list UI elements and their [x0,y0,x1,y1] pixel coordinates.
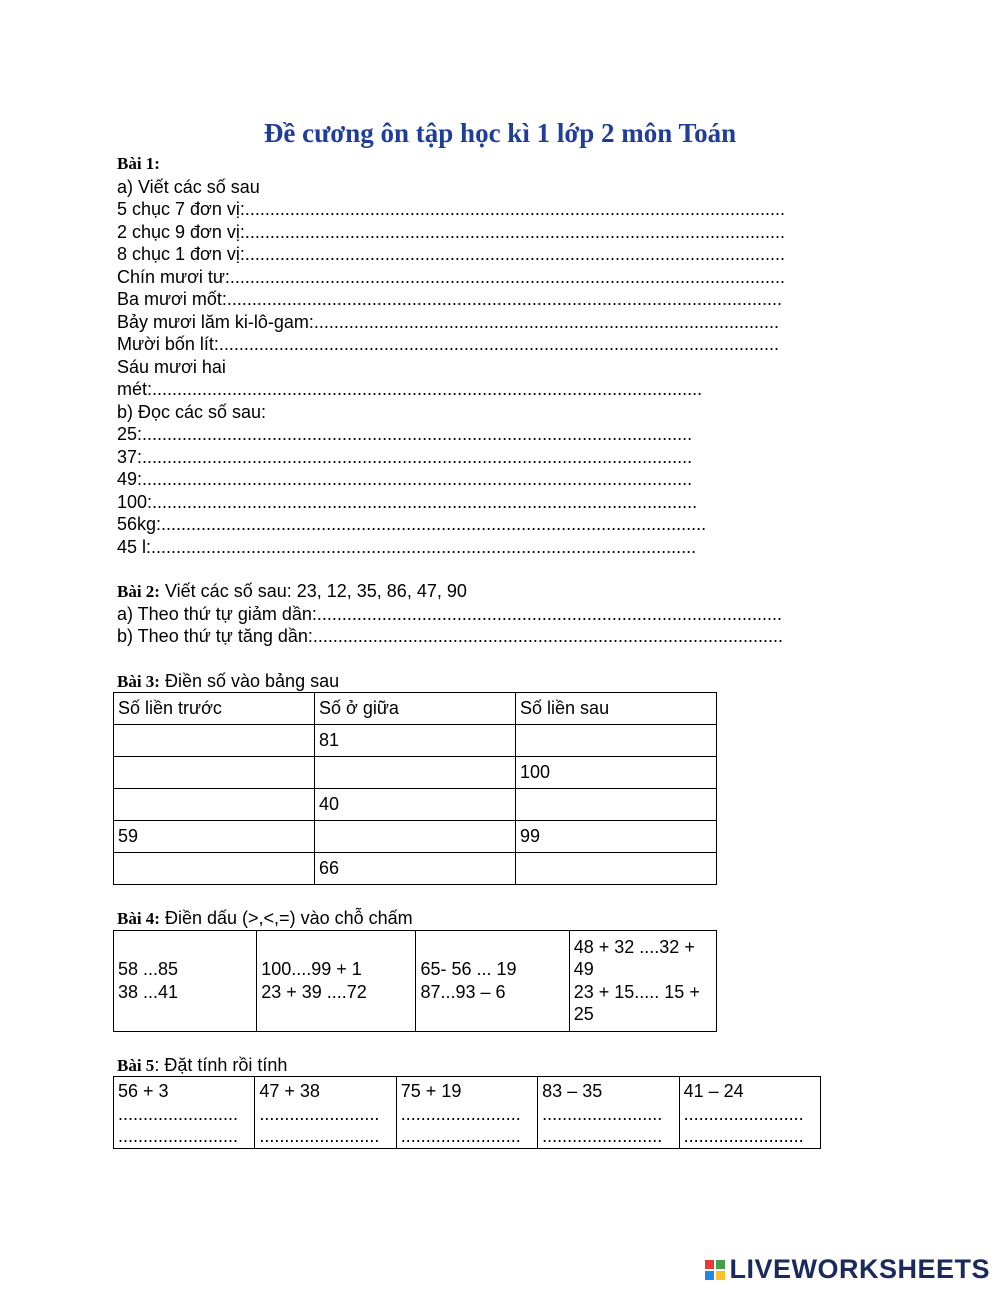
bai3-table [113,692,717,885]
table-cell: 99 [516,821,717,853]
table-cell[interactable] [114,725,315,757]
bai1-part-a: a) Viết các số sau [117,176,260,197]
table-cell: 40 [315,789,516,821]
calc-answer-line[interactable]: ........................ [118,1126,239,1146]
table-cell[interactable] [516,725,717,757]
bai2-prompt: Viết các số sau: 23, 12, 35, 86, 47, 90 [159,581,467,601]
table-cell[interactable] [516,853,717,885]
table-row [114,725,717,757]
calc-answer-line[interactable]: ........................ [542,1126,663,1146]
calc-answer-line[interactable]: ........................ [259,1126,380,1146]
page-title: Đề cương ôn tập học kì 1 lớp 2 môn Toán [263,118,737,148]
header-cell: Số ở giữa [315,693,516,725]
table-row [114,821,717,853]
bai2-heading-line [117,580,877,603]
bai4-table [113,930,717,1032]
bai5-heading-line [117,1054,877,1077]
table-cell[interactable] [114,757,315,789]
bai4-heading: Bài 4: [117,909,160,928]
calc-expression: 75 + 19 [400,1081,462,1101]
calc-answer-line[interactable]: ........................ [400,1103,521,1124]
compare-item: 25 [573,1004,594,1024]
compare-item: 100....99 + 1 [261,959,362,979]
calc-answer-line[interactable]: ........................ [542,1103,663,1124]
bai1-b-line[interactable]: 45 l:............................................................................................................. [117,536,697,557]
calc-answer-line[interactable]: ........................ [259,1103,380,1124]
compare-cell[interactable] [416,930,569,1031]
bai1-a-line[interactable]: Mười bốn lít:................................................................................................................ [117,334,779,354]
bai1-a-line: Sáu mươi hai [117,356,226,377]
calc-answer-line[interactable]: ........................ [400,1126,521,1146]
calc-expression: 47 + 38 [259,1081,320,1101]
bai3-prompt: Điền số vào bảng sau [159,670,340,691]
table-cell[interactable] [315,757,516,789]
bai1-a-line[interactable]: 2 chục 9 đơn vị:............................................................................................................ [117,221,785,242]
bai1-a-line[interactable]: 8 chục 1 đơn vị:............................................................................................................ [117,244,785,264]
calc-expression: 41 – 24 [683,1081,744,1101]
bai1-a-line[interactable]: mét:.............................................................................................................. [117,379,703,399]
table-row [114,789,717,821]
compare-item: 23 + 15..... 15 + [573,981,700,1002]
bai1-heading: Bài 1: [117,154,160,173]
table-cell: 66 [315,853,516,885]
bai2-line[interactable]: b) Theo thứ tự tăng dần:.............................................................................................. [117,626,783,646]
compare-item: 38 ...41 [118,981,179,1002]
table-row [114,1077,821,1149]
table-row [114,757,717,789]
bai1-a-line[interactable]: Ba mươi mốt:............................................................................................................... [117,289,782,309]
compare-item: 48 + 32 ....32 + [573,936,695,957]
calc-cell[interactable] [679,1077,820,1149]
bai1-b-line[interactable]: 49:.............................................................................................................. [117,469,693,489]
compare-cell[interactable] [114,930,257,1031]
table-row [114,930,717,1031]
table-cell[interactable] [315,821,516,853]
compare-cell[interactable] [569,930,716,1031]
table-header-row [114,693,717,725]
table-cell: 100 [516,757,717,789]
calc-answer-line[interactable]: ........................ [683,1103,804,1124]
table-cell[interactable] [114,853,315,885]
bai5-heading: Bài 5 [117,1055,155,1075]
worksheet-content [117,153,877,1149]
bai4-heading-line [117,907,877,930]
calc-answer-line[interactable]: ........................ [683,1126,804,1146]
bai2-line[interactable]: a) Theo thứ tự giảm dần:............................................................................................. [117,603,782,624]
compare-item: 65- 56 ... 19 [420,959,517,979]
calc-answer-line[interactable]: ........................ [118,1103,239,1124]
table-cell: 59 [114,821,315,853]
bai1-b-line[interactable]: 37:.............................................................................................................. [117,446,693,467]
bai4-prompt: Điền dấu (>,<,=) vào chỗ chấm [159,908,413,928]
bai1-a-line[interactable]: Bảy mươi lăm ki-lô-gam:............................................................................................. [117,311,779,332]
header-cell: Số liền trước [114,693,315,725]
bai1-a-line[interactable]: 5 chục 7 đơn vị:............................................................................................................ [117,199,785,219]
bai1-b-line[interactable]: 100:............................................................................................................. [117,491,698,512]
calc-expression: 83 – 35 [542,1081,603,1101]
table-cell[interactable] [114,789,315,821]
compare-cell[interactable] [257,930,416,1031]
bai1-a-line[interactable]: Chín mươi tư:............................................................................................................... [117,266,786,287]
calc-cell[interactable] [396,1077,537,1149]
bai2-heading: Bài 2: [117,582,160,601]
bai3-heading: Bài 3: [117,671,160,691]
compare-item: 49 [573,959,594,979]
compare-item: 23 + 39 ....72 [261,981,367,1002]
table-cell[interactable] [516,789,717,821]
logo-text: LIVEWORKSHEETS [729,1254,990,1284]
logo-blocks-icon [705,1260,725,1280]
liveworksheets-logo[interactable] [705,1254,990,1285]
bai3-heading-line [117,670,877,693]
calc-cell[interactable] [538,1077,679,1149]
bai1-b-line[interactable]: 25:.............................................................................................................. [117,424,693,444]
table-cell: 81 [315,725,516,757]
header-cell: Số liền sau [516,693,717,725]
compare-item: 87...93 – 6 [420,981,506,1002]
bai1-part-b: b) Đọc các số sau: [117,401,267,422]
compare-item: 58 ...85 [118,959,179,979]
calc-cell[interactable] [114,1077,255,1149]
bai5-table [113,1076,821,1149]
calc-expression: 56 + 3 [118,1081,169,1101]
table-row [114,853,717,885]
calc-cell[interactable] [255,1077,396,1149]
bai5-prompt: : Đặt tính rồi tính [154,1054,288,1075]
bai1-b-line[interactable]: 56kg:............................................................................................................. [117,514,707,534]
